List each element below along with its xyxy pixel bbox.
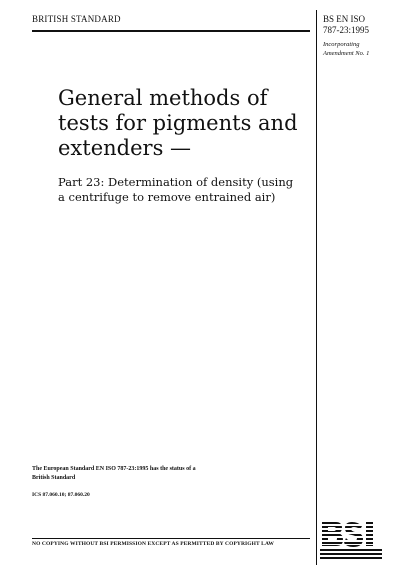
part-title (58, 175, 328, 205)
document-title (58, 86, 308, 161)
ics-code: ICS 87.060.10; 87.060.20 (32, 492, 90, 498)
amendment-note (323, 40, 369, 58)
status-line2: British Standard (32, 475, 76, 481)
publisher-label: BRITISH STANDARD (32, 14, 121, 24)
title-line2: tests for pigments and (58, 111, 298, 135)
title-line1: General methods of (58, 86, 268, 110)
standard-number (323, 14, 369, 36)
part-line2: a centrifuge to remove entrained air) (58, 190, 276, 204)
standard-number-line2: 787-23:1995 (323, 25, 369, 35)
copyright-notice: NO COPYING WITHOUT BSI PERMISSION EXCEPT AS PERMITTED BY COPYRIGHT LAW (32, 541, 275, 547)
part-line1: Part 23: Determination of density (using (58, 175, 294, 189)
standard-number-line1: BS EN ISO (323, 14, 366, 24)
bottom-rule (32, 538, 310, 539)
top-rule (32, 30, 310, 32)
status-line1: The European Standard EN ISO 787-23:1995 has the status of a (32, 466, 196, 472)
bsi-logo (320, 518, 382, 564)
header-vertical-divider (316, 10, 317, 565)
status-note (32, 465, 292, 483)
amendment-line2: Amendment No. 1 (323, 50, 370, 57)
amendment-line1: Incorporating (323, 41, 360, 48)
bsi-logo-icon (320, 518, 382, 560)
title-line3: extenders — (58, 136, 192, 160)
